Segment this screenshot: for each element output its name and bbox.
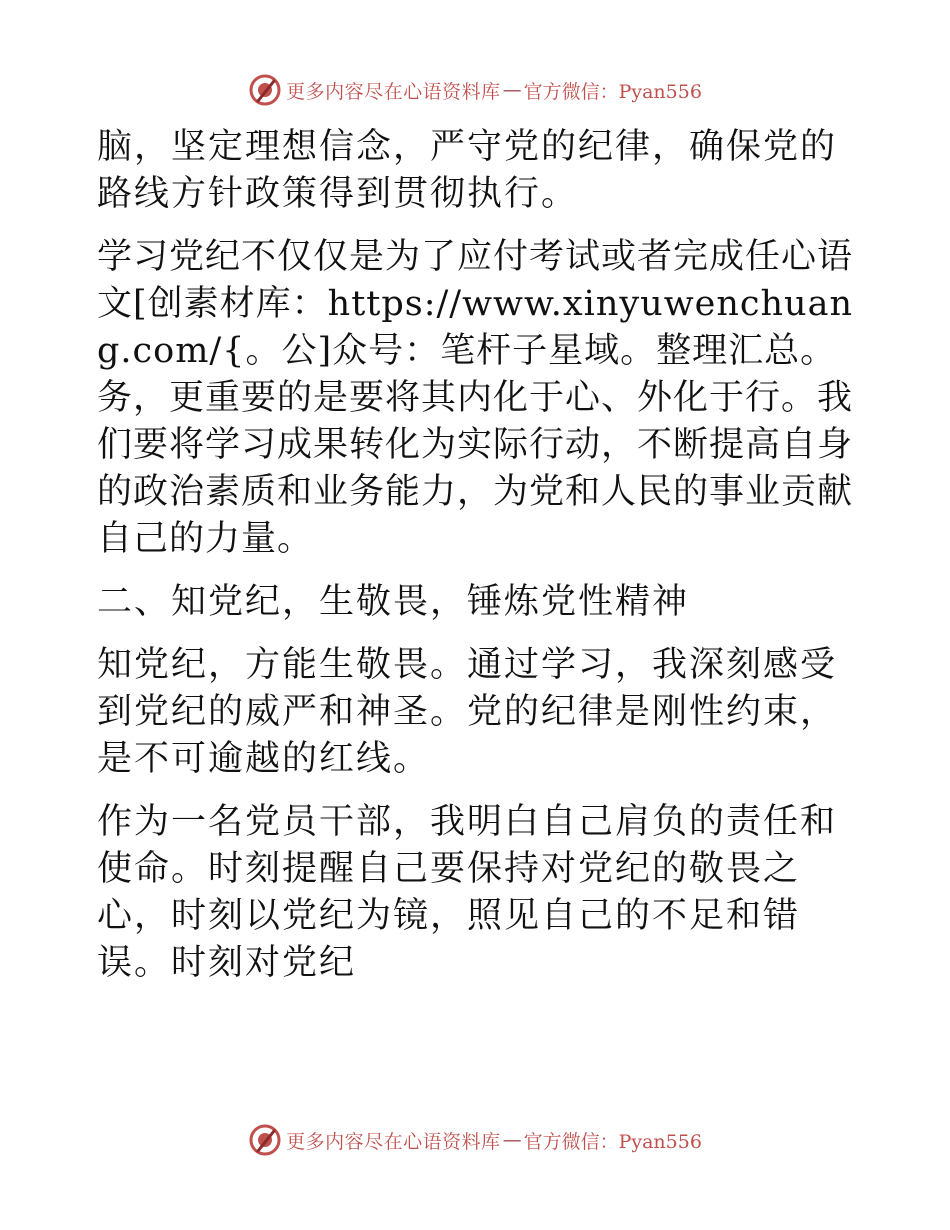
paragraph: 作为一名党员干部，我明白自己肩负的责任和使命。时刻提醒自己要保持对党纪的敬畏之心，时刻以党纪为镜，照见自己的不足和错误。时刻对党纪 xyxy=(97,802,838,983)
paragraph: 知党纪，方能生敬畏。通过学习，我深刻感受到党纪的威严和神圣。党的纪律是刚性约束，是不可逾越的红线。 xyxy=(97,645,838,779)
watermark-wechat: 官方微信：Pyan556 xyxy=(523,80,702,103)
paragraph: 脑，坚定理想信念，严守党的纪律，确保党的路线方针政策得到贯彻执行。 xyxy=(97,127,838,214)
brand-logo-icon xyxy=(248,1123,282,1157)
watermark-wechat: 官方微信：Pyan556 xyxy=(523,1130,702,1153)
watermark-text: 更多内容尽在心语资料库 xyxy=(286,80,501,103)
footer-watermark xyxy=(0,1120,950,1160)
watermark-separator: — xyxy=(502,1129,522,1151)
document-body xyxy=(97,124,857,1003)
section-heading: 二、知党纪，生敬畏，锤炼党性精神 xyxy=(97,582,690,622)
watermark-separator: — xyxy=(502,79,522,101)
watermark-text: 更多内容尽在心语资料库 xyxy=(286,1130,501,1153)
paragraph-with-link: 学习党纪不仅仅是为了应付考试或者完成任心语文[创素材库：https://www.xinyuwenchuang.com/{。公]众号：笔杆子星域。整理汇总。务，更重要的是要将其内化于心、外化于行。我们要将学习成果转化为实际行动，不断提高自身的政治素质和业务能力，为党和人民的事业贡献自己的力量。 xyxy=(97,237,854,559)
header-watermark xyxy=(0,70,950,110)
brand-logo-icon xyxy=(248,73,282,107)
